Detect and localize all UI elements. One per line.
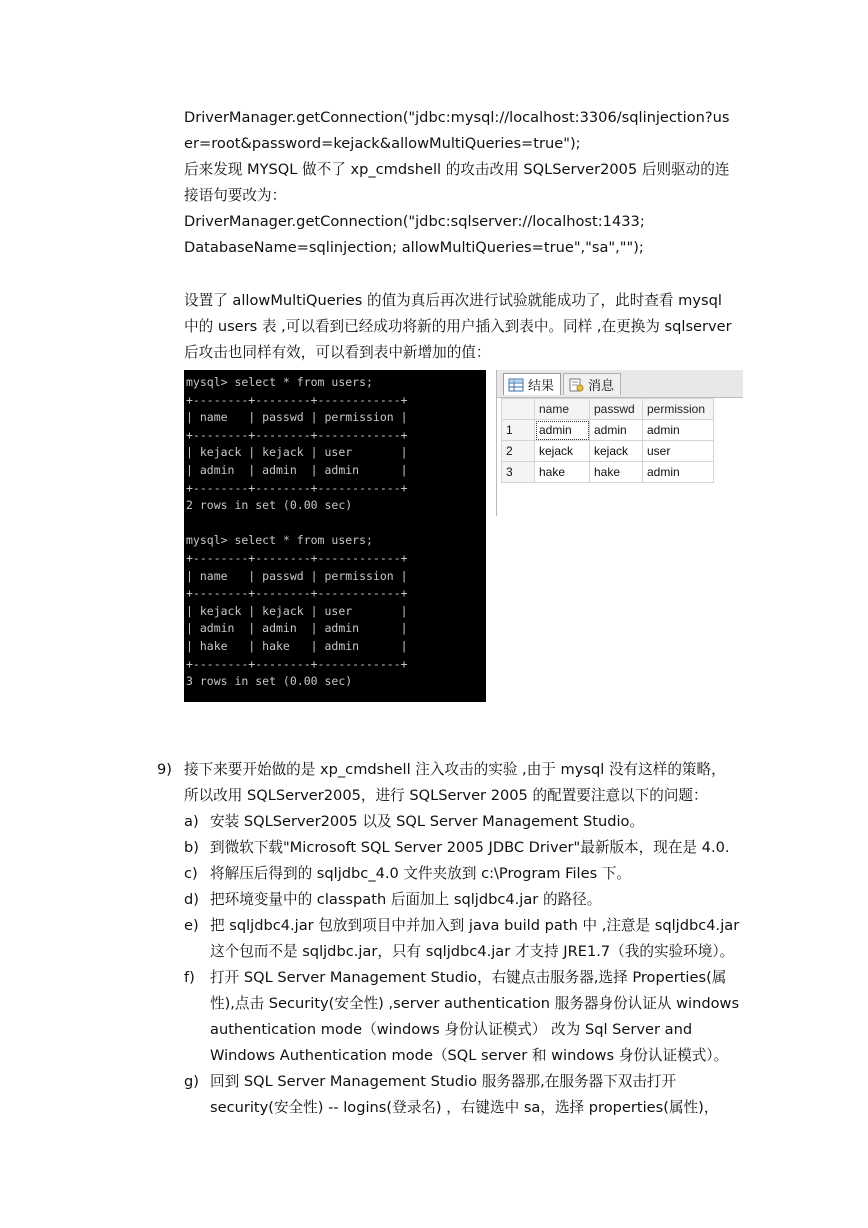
sqlserver-results-screenshot: [496, 370, 743, 516]
table-cell[interactable]: admin: [590, 420, 643, 441]
text-line: DatabaseName=sqlinjection; allowMultiQueries=true","sa","");: [184, 239, 644, 256]
text-line: 把 sqljdbc4.jar 包放到项目中并加入到 java build path 中 ,注意是 sqljdbc4.jar: [210, 917, 740, 934]
text-line: 回到 SQL Server Management Studio 服务器那,在服务器下双击打开: [210, 1073, 677, 1090]
text-line: 后攻击也同样有效，可以看到表中新增加的值：: [184, 344, 491, 361]
column-header[interactable]: name: [535, 399, 590, 420]
results-tab-strip: [497, 370, 743, 398]
message-icon: [568, 378, 584, 392]
column-header[interactable]: permission: [643, 399, 714, 420]
text-line: 后来发现 MYSQL 做不了 xp_cmdshell 的攻击改用 SQLServer2005 后则驱动的连: [184, 161, 730, 178]
text-line: 所以改用 SQLServer2005，进行 SQLServer 2005 的配置要注意以下的问题：: [184, 787, 708, 804]
table-header-row: [502, 399, 714, 420]
text-line: DriverManager.getConnection("jdbc:mysql://localhost:3306/sqlinjection?us: [184, 109, 730, 126]
text-line: 这个包而不是 sqljdbc.jar，只有 sqljdbc4.jar 才支持 JRE1.7（我的实验环境）。: [210, 943, 735, 960]
list-label: d): [184, 891, 199, 908]
text-line: 到微软下载"Microsoft SQL Server 2005 JDBC Driver"最新版本，现在是 4.0.: [210, 839, 730, 856]
text-line: 接语句要改为：: [184, 187, 287, 204]
text-line: security(安全性) -- logins(登录名) ，右键选中 sa，选择 properties(属性)，: [210, 1099, 719, 1116]
table-row: [502, 420, 714, 441]
tab-results[interactable]: [503, 373, 561, 395]
row-number: 2: [502, 441, 535, 462]
list-number: 9): [157, 761, 172, 778]
list-label: c): [184, 865, 198, 882]
table-cell[interactable]: kejack: [590, 441, 643, 462]
table-cell[interactable]: admin: [643, 462, 714, 483]
results-table: [501, 398, 714, 483]
row-number: 3: [502, 462, 535, 483]
column-header[interactable]: passwd: [590, 399, 643, 420]
row-number: 1: [502, 420, 535, 441]
text-line: Windows Authentication mode（SQL server 和 windows 身份认证模式）。: [210, 1047, 729, 1064]
list-label: g): [184, 1073, 199, 1090]
row-number-header: [502, 399, 535, 420]
table-row: [502, 441, 714, 462]
list-label: b): [184, 839, 199, 856]
list-label: f): [184, 969, 195, 986]
list-label: a): [184, 813, 199, 830]
console-output: mysql> select * from users; +--------+--------+------------+ | name | passwd | permission | +--------+--------+------------+ | kejack | kejack | user | | admin | admin | admin | +--------+--------+------------+ 2 rows in set (0.00 sec) mysql> select * from users; +--------+--------+------------+ | name | passwd | permission | +--------+--------+------------+ | kejack | kejack | user | | admin | admin | admin | | hake | hake | admin | +--------+--------+------------+ 3 rows in set (0.00 sec): [186, 375, 408, 689]
text-line: 打开 SQL Server Management Studio，右键点击服务器,选择 Properties(属: [210, 969, 727, 986]
text-line: DriverManager.getConnection("jdbc:sqlserver://localhost:1433;: [184, 213, 645, 230]
text-line: 安装 SQLServer2005 以及 SQL Server Management Studio。: [210, 813, 645, 830]
table-cell[interactable]: admin: [643, 420, 714, 441]
table-cell[interactable]: kejack: [535, 441, 590, 462]
text-line: 将解压后得到的 sqljdbc_4.0 文件夹放到 c:\Program Files 下。: [210, 865, 631, 882]
table-row: [502, 462, 714, 483]
grid-icon: [508, 378, 524, 392]
text-line: 接下来要开始做的是 xp_cmdshell 注入攻击的实验 ,由于 mysql 没有这样的策略，: [184, 761, 726, 778]
tab-messages[interactable]: [563, 373, 621, 395]
text-line: 性),点击 Security(安全性) ,server authentication 服务器身份认证从 windows: [210, 995, 740, 1012]
tab-messages-label: 消息: [588, 379, 615, 394]
list-label: e): [184, 917, 199, 934]
table-cell[interactable]: admin: [535, 420, 590, 441]
text-line: er=root&password=kejack&allowMultiQueries=true");: [184, 135, 581, 152]
text-line: 中的 users 表 ,可以看到已经成功将新的用户插入到表中。同样 ,在更换为 sqlserver: [184, 318, 732, 335]
mysql-console-screenshot: [184, 370, 486, 702]
text-line: 把环境变量中的 classpath 后面加上 sqljdbc4.jar 的路径。: [210, 891, 602, 908]
tab-results-label: 结果: [528, 379, 555, 394]
text-line: authentication mode（windows 身份认证模式） 改为 Sql Server and: [210, 1021, 693, 1038]
table-cell[interactable]: hake: [535, 462, 590, 483]
text-line: 设置了 allowMultiQueries 的值为真后再次进行试验就能成功了，此时查看 mysql: [184, 292, 722, 309]
table-cell[interactable]: user: [643, 441, 714, 462]
table-cell[interactable]: hake: [590, 462, 643, 483]
